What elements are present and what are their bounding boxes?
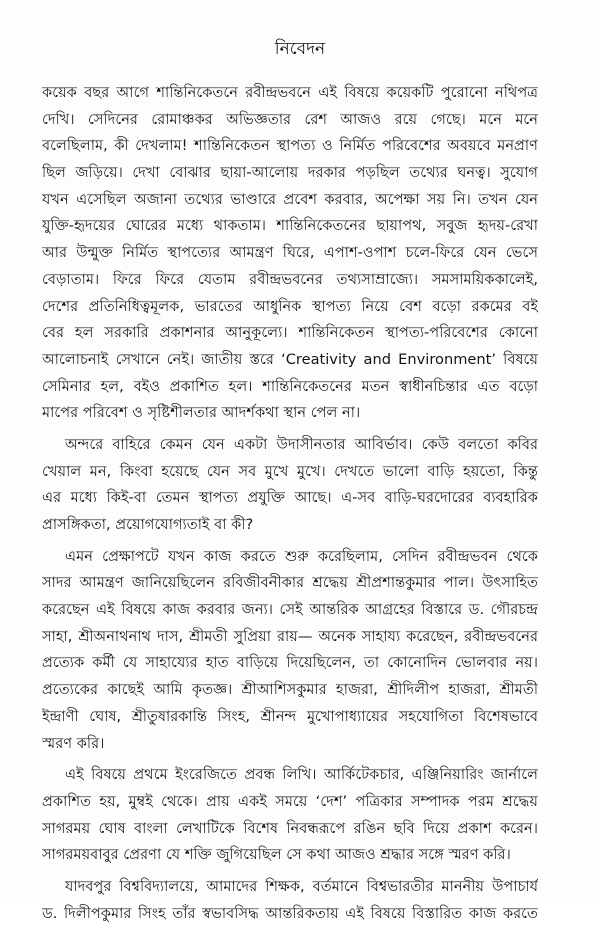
text-line: প্রকাশিত হয়, মুম্বই থেকে। প্রায় একই সময়ে ‘দেশ’ পত্রিকার সম্পাদক পরম শ্রদ্ধেয় [42,792,538,810]
text-line: সাদর আমন্ত্রণ জানিয়েছিলেন রবিজীবনীকার শ্রদ্ধেয় শ্রীপ্রশান্তকুমার পাল। উৎসাহিত [42,574,538,592]
text-line: সাগরময় ঘোষ বাংলা লেখাটিকে বিশেষ নিবন্ধরূপে রঙিন ছবি দিয়ে প্রকাশ করেন। [42,819,538,837]
text-line: এমন প্রেক্ষাপটে যখন কাজ করতে শুরু করেছিলাম, সেদিন রবীন্দ্রভবন থেকে [65,547,538,565]
text-line: কয়েক বছর আগে শান্তিনিকেতনে রবীন্দ্রভবনে এই বিষয়ে কয়েকটি পুরোনো নথিপত্র [42,84,538,101]
text-line: খেয়াল মন, কিংবা হয়েছে যেন সব মুখে মুখে। দেখতে ভালো বাড়ি হয়তো, কিন্তু [42,462,538,480]
text-line: আলোচনাই সেখানে নেই। জাতীয় স্তরে ‘Creativity and Environment’ বিষয়ে [42,350,538,368]
text-line: প্রত্যেকের কাছেই আমি কৃতজ্ঞ। শ্রীআশিসকুমার হাজরা, শ্রীদিলীপ হাজরা, শ্রীমতী [42,681,538,699]
text-line: সাহা, শ্রীঅনাথনাথ দাস, শ্রীমতী সুপ্রিয়া রায়— অনেক সাহায্য করেছেন, রবীন্দ্রভবনের [42,627,538,645]
text-line: ইন্দ্রাণী ঘোষ, শ্রীতুষারকান্তি সিংহ, শ্রীনন্দ মুখোপাধ্যায়ের সহযোগিতা বিশেষভাবে [42,707,538,725]
paragraph-2 [42,432,538,539]
paragraph-4 [42,762,538,869]
text-line: বলেছিলাম, কী দেখলাম! শান্তিনিকেতন স্থাপত্য ও নির্মিত পরিবেশের অবয়বে মনপ্রাণ [42,137,538,155]
text-line: এর মধ্যে কিই-বা তেমন স্থাপত্য প্রযুক্তি আছে। এ-সব বাড়ি-ঘরদোরের ব্যবহারিক [42,489,538,507]
text-line: করেছেন এই বিষয়ে কাজ করবার জন্য। সেই আন্তরিক আগ্রহের বিস্তারে ড. গৌরচন্দ্র [42,601,538,619]
text-line: এই বিষয়ে প্রথমে ইংরেজিতে প্রবন্ধ লিখি। আর্কিটেকচার, এঞ্জিনিয়ারিং জার্নালে [65,766,538,784]
paragraph-1 [42,80,538,427]
text-line: অন্দরে বাহিরে কেমন যেন একটা উদাসীনতার আবির্ভাব। কেউ বলতো কবির [65,435,538,453]
text-line: মাপের পরিবেশ ও সৃষ্টিশীলতার আদর্শকথা স্থান পেল না। [42,404,361,422]
text-line: বেড়াতাম। ফিরে ফিরে যেতাম রবীন্দ্রভবনের তথ্যসাম্রাজ্যে। সমসাময়িককালেই, [42,270,538,288]
text-line: প্রত্যেক কর্মী যে সাহায্যের হাত বাড়িয়ে দিয়েছিলেন, তা কোনোদিন ভোলবার নয়। [42,654,538,672]
text-line: প্রাসঙ্গিকতা, প্রয়োগযোগ্যতাই বা কী? [42,516,254,533]
text-line: বের হল সরকারি প্রকাশনার আনুকূল্যে। শান্তিনিকেতন স্থাপত্য-পরিবেশের কোনো [42,324,538,342]
paragraph-3 [42,544,538,758]
text-line: যাদবপুর বিশ্ববিদ্যালয়ে, আমাদের শিক্ষক, বর্তমানে বিশ্বভারতীর মাননীয় উপাচার্য [65,877,538,895]
text-line: সাগরময়বাবুর প্রেরণা যে শক্তি জুগিয়েছিল সে কথা আজও শ্রদ্ধার সঙ্গে স্মরণ করি। [42,846,511,864]
text-line: দেশের প্রতিনিধিত্বমূলক, ভারতের আধুনিক স্থাপত্য নিয়ে বেশ বড়ো রকমের বই [42,297,538,315]
text-line: স্মরণ করি। [42,734,105,752]
text-line: আর উন্মুক্ত নির্মিত স্থাপত্যের আমন্ত্রণ ঘিরে, এপাশ-ওপাশ চলে-ফিরে যেন ভেসে [42,244,538,262]
text-line: যখন এসেছিল অজানা তথ্যের ভাণ্ডারে প্রবেশ করবার, অপেক্ষা সয় নি। তখন যেন [42,190,538,208]
body-text [42,80,538,932]
text-line: দেখি। সেদিনের রোমাঞ্চকর অভিজ্ঞতার রেশ আজও রয়ে গেছে। মনে মনে [42,110,538,128]
text-line: যুক্তি-হৃদয়ের ঘোরের মধ্যে থাকতাম। শান্তিনিকেতনের ছায়াপথ, সবুজ হৃদয়-রেখা [42,217,538,235]
page-title: নিবেদন [274,39,326,59]
text-line: ড. দিলীপকুমার সিংহ তাঁর স্বভাবসিদ্ধ আন্তরিকতায় এই বিষয়ে বিস্তারিত কাজ করতে [42,904,538,922]
text-line: ছিল জড়িয়ে। দেখা বোঝার ছায়া-আলোয় দরকার পড়ছিল তথ্যের ঘনত্ব। সুযোগ [42,164,538,182]
text-line: সেমিনার হল, বইও প্রকাশিত হল। শান্তিনিকেতনের মতন স্বাধীনচিন্তার এত বড়ো [42,377,538,395]
